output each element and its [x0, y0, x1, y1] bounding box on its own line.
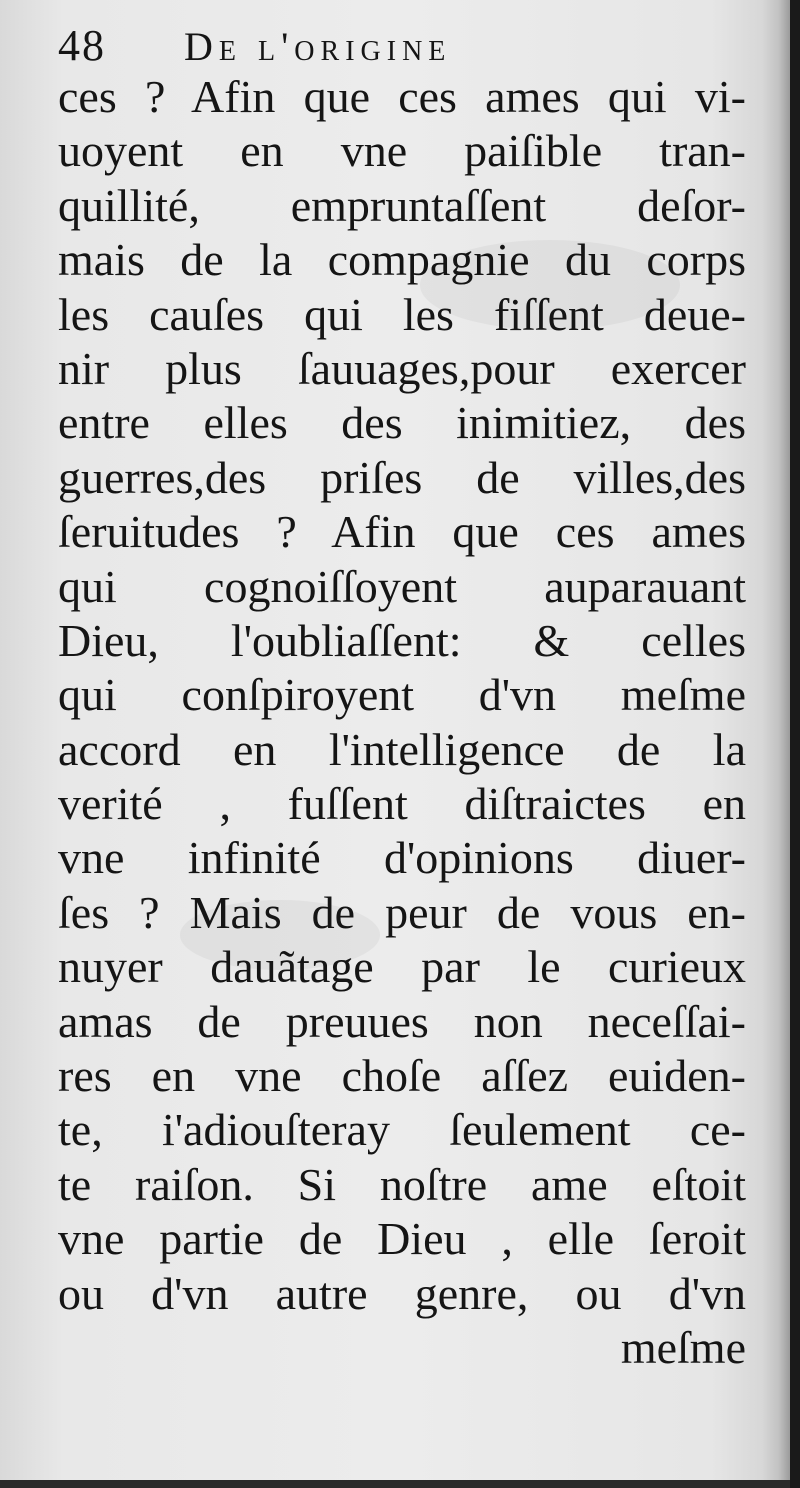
text-line: amas de preuues non neceſſai-	[58, 995, 746, 1047]
text-line: ou d'vn autre genre, ou d'vn	[58, 1267, 746, 1319]
text-line: qui cognoiſſoyent auparauant	[58, 560, 746, 612]
text-line: guerres,des priſes de villes,des	[58, 451, 746, 503]
text-line: quillité, empruntaſſent deſor-	[58, 179, 746, 231]
text-line: vne infinité d'opinions diuer-	[58, 832, 746, 884]
text-line: ſeruitudes ? Afin que ces ames	[58, 506, 746, 558]
catchword: meſme	[620, 1321, 746, 1373]
page-edge-shadow	[790, 0, 800, 1488]
text-line: qui conſpiroyent d'vn meſme	[58, 669, 746, 721]
text-line: te raiſon. Si noſtre ame eſtoit	[58, 1158, 746, 1210]
text-line: uoyent en vne paiſible tran-	[58, 125, 746, 177]
text-line: Dieu, l'oubliaſſent: & celles	[58, 614, 746, 666]
text-line: les cauſes qui les fiſſent deue-	[58, 288, 746, 340]
text-line: verité , fuſſent diſtraictes en	[58, 778, 746, 830]
text-line: nir plus ſauuages,pour exercer	[58, 342, 746, 394]
text-line: ſes ? Mais de peur de vous en-	[58, 886, 746, 938]
text-line: ces ? Afin que ces ames qui vi-	[58, 71, 746, 122]
text-line: accord en l'intelligence de la	[58, 723, 746, 775]
page-header	[58, 18, 451, 78]
running-head: De l'origine	[184, 24, 452, 69]
body-text	[58, 70, 746, 1375]
text-line: nuyer dauãtage par le curieux	[58, 941, 746, 993]
page-number: 48	[58, 21, 106, 70]
text-line: entre elles des inimitiez, des	[58, 397, 746, 449]
text-line: mais de la compagnie du corps	[58, 234, 746, 286]
text-line: res en vne choſe aſſez euiden-	[58, 1050, 746, 1102]
text-line: vne partie de Dieu , elle ſeroit	[58, 1213, 746, 1265]
text-line: te, i'adiouſteray ſeulement ce-	[58, 1104, 746, 1156]
